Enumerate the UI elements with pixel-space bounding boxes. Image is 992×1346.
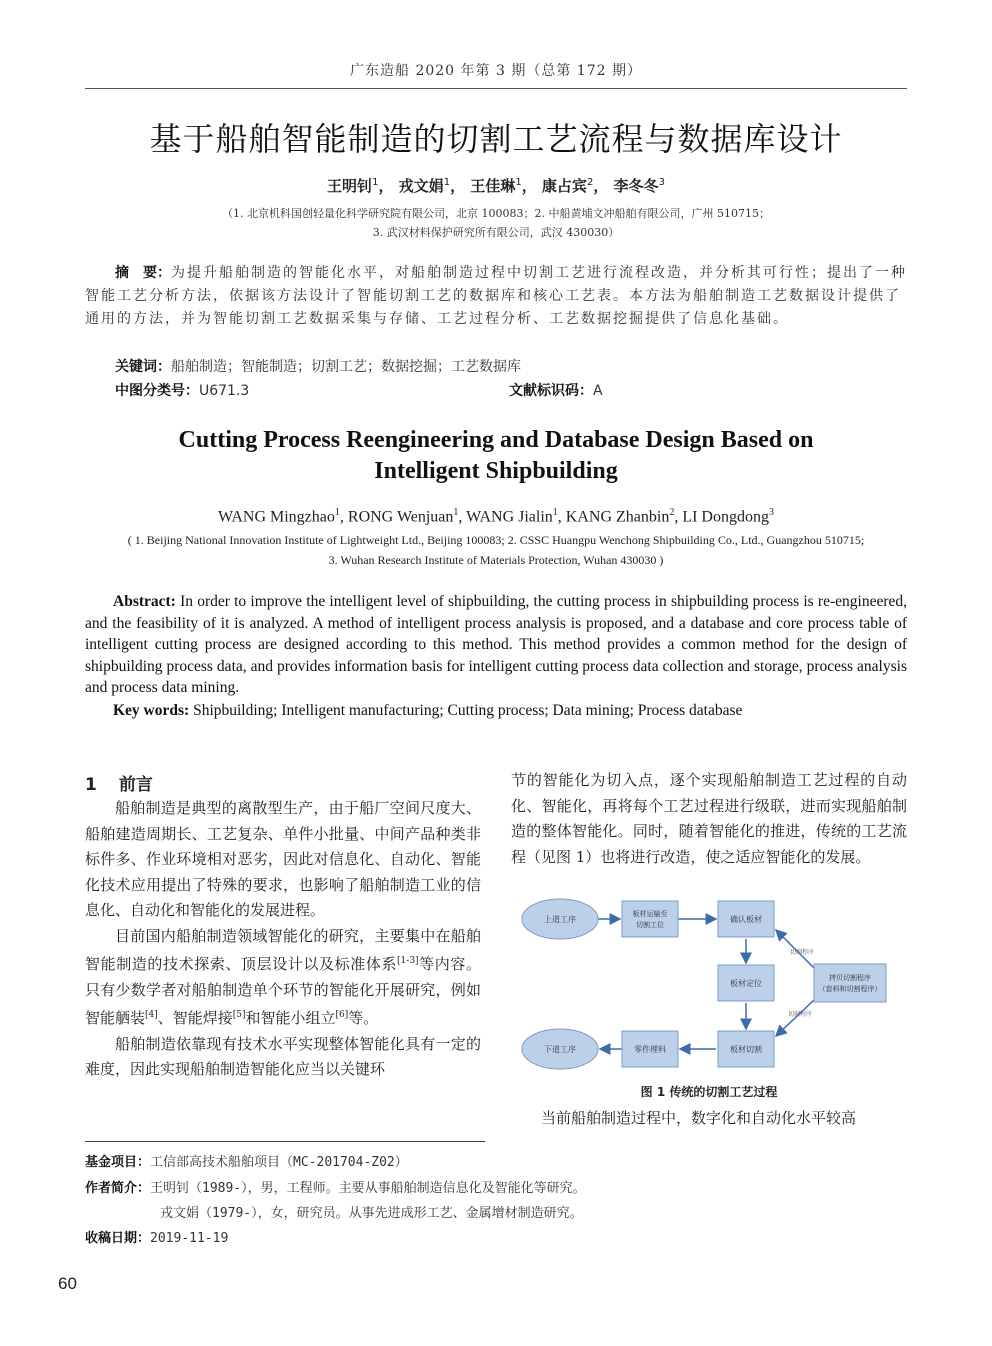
author-cn: 康占宾 [541, 177, 587, 195]
right-column-bottom [511, 1106, 907, 1132]
affiliation-cn-line1: （1. 北京机科国创轻量化科学研究院有限公司，北京 100083；2. 中船黄埔文冲船舶有限公司，广州 510715； [222, 207, 770, 220]
clc-number: 中图分类号：U671.3 [115, 383, 250, 399]
authors-cn: 王明钊$^1$， 戎文娟$^1$， 王佳琳$^1$， 康占宾$^2$， 李冬冬$^3$ [327, 177, 665, 195]
author-cn: 王明钊 [327, 177, 373, 195]
paragraph: 节的智能化为切入点，逐个实现船舶制造工艺过程的自动化、智能化，再将每个工艺过程进行级联，进而实现船舶制造的整体智能化。同时，随着智能化的推进，传统的工艺流程（见图 1）也将进行改造，使之适应智能化的发展。 [511, 771, 907, 866]
svg-text:确认板材: 确认板材 [730, 915, 762, 924]
paragraph: 当前船舶制造过程中，数字化和自动化水平较高 [541, 1109, 857, 1127]
abstract-en-label: Abstract: [113, 593, 176, 610]
paragraph: 目前国内船舶制造领域智能化的研究，主要集中在船舶智能制造的技术探索、顶层设计以及标准体系[1-3]等内容。只有少数学者对船舶制造单个环节的智能化开展研究，例如智能舾装[4]、智能焊接[5]和智能小组立[6]等。 [85, 926, 481, 1027]
node-copy-program [814, 964, 886, 1002]
node-transport [622, 901, 678, 937]
title-cn: 基于船舶智能制造的切割工艺流程与数据库设计 [149, 120, 843, 158]
keywords-cn-label: 关键词： [115, 359, 171, 375]
svg-text:板材运输至: 板材运输至 [632, 910, 668, 918]
keywords-cn-text: 船舶制造；智能制造；切割工艺；数据挖掘；工艺数据库 [171, 359, 521, 375]
svg-text:板材定位: 板材定位 [730, 979, 762, 988]
abstract-en-text: In order to improve the intelligent level of shipbuilding, the cutting process in shipbuilding process is re-engineered, and the feasibility of it is analyzed. A method of intelligent process analysis is proposed, and a database and core process table of intelligent cutting process are designed according to this method. This method provides a common method for the design of shipbuilding process data, and provides information basis for intelligent cutting process data collection and storage, process analysis and process data mining. [85, 593, 907, 696]
affiliation-en-line2: 3. Wuhan Research Institute of Materials Protection, Wuhan 430030 ) [328, 553, 664, 567]
author-cn: 李冬冬 [613, 177, 659, 195]
document-code: 文献标识码：A [509, 383, 603, 399]
svg-text:上道工序: 上道工序 [544, 915, 576, 924]
footnote-rule [85, 1141, 485, 1142]
right-column-top [511, 768, 907, 870]
keywords-cn [115, 356, 521, 376]
footnote-date: 收稿日期：2019-11-19 [85, 1231, 229, 1246]
authors-en: WANG Mingzhao$^1$, RONG Wenjuan$^1$, WANG Jialin$^1$, KANG Zhanbin$^2$, LI Dongdong$^3$ [218, 507, 774, 526]
header-rule [85, 88, 907, 89]
affiliation-cn-line2: 3. 武汉材料保护研究所有限公司，武汉 430030） [372, 226, 620, 239]
svg-text:零件理料: 零件理料 [634, 1045, 666, 1054]
keywords-en: Key words: Shipbuilding; Intelligent manufacturing; Cutting process; Data mining; Process database [113, 702, 743, 719]
figure-1-flowchart [520, 896, 900, 1078]
edge-label-lower: 切割程序 [788, 1011, 813, 1018]
svg-text:下道工序: 下道工序 [544, 1045, 576, 1054]
paragraph: 船舶制造是典型的离散型生产，由于船厂空间尺度大、船舶建造周期长、工艺复杂、单件小批量、中间产品种类非标件多、作业环境相对恶劣，因此对信息化、自动化、智能化技术应用提出了特殊的要求，也影响了船舶制造工业的信息化、自动化和智能化的发展进程。 [85, 799, 481, 919]
page-number: 60 [58, 1274, 77, 1293]
edge-label-upper: 切割程序 [790, 949, 815, 956]
svg-text:拷贝切割程序: 拷贝切割程序 [829, 974, 871, 982]
footnote-author1: 作者简介：王明钊（1989-），男，工程师。主要从事船舶制造信息化及智能化等研究。 [85, 1181, 586, 1196]
svg-text:（套料和切割程序）: （套料和切割程序） [818, 985, 882, 993]
abstract-en [85, 591, 907, 699]
journal-header: 广东造船 2020 年第 3 期（总第 172 期） [350, 63, 642, 79]
left-column [85, 796, 481, 1083]
footnote-author2: 戎文娟（1979-），女，研究员。从事先进成形工艺、金属增材制造研究。 [160, 1206, 583, 1221]
title-en: Cutting Process Reengineering and Database Design Based on Intelligent Shipbuilding [178, 427, 814, 484]
footnote-fund: 基金项目：工信部高技术船舶项目（MC-201704-Z02） [85, 1155, 408, 1170]
affiliation-en-line1: ( 1. Beijing National Innovation Institute of Lightweight Ltd., Beijing 100083; 2. CSSC Huangpu Wenchong Shipbuilding Co., Ltd., Guangzhou 510715; [127, 533, 865, 547]
figure-1-caption: 图 1 传统的切割工艺过程 [640, 1085, 778, 1099]
abstract-cn [85, 262, 907, 331]
abstract-cn-label: 摘 要： [115, 265, 171, 281]
paragraph: 船舶制造依靠现有技术水平实现整体智能化具有一定的难度，因此实现船舶制造智能化应当以关键环 [85, 1034, 481, 1078]
author-cn: 戎文娟 [398, 177, 444, 195]
svg-text:切割工位: 切割工位 [636, 921, 664, 929]
author-cn: 王佳琳 [470, 177, 516, 195]
svg-text:板材切割: 板材切割 [730, 1045, 762, 1054]
section-heading: 1 前言 [85, 775, 153, 795]
abstract-cn-text: 为提升船舶制造的智能化水平，对船舶制造过程中切割工艺进行流程改造，并分析其可行性；提出了一种智能工艺分析方法，依据该方法设计了智能切割工艺的数据库和核心工艺表。本方法为船舶制造工艺数据设计提供了通用的方法，并为智能切割工艺数据采集与存储、工艺过程分析、工艺数据挖掘提供了信息化基础。 [85, 265, 907, 327]
